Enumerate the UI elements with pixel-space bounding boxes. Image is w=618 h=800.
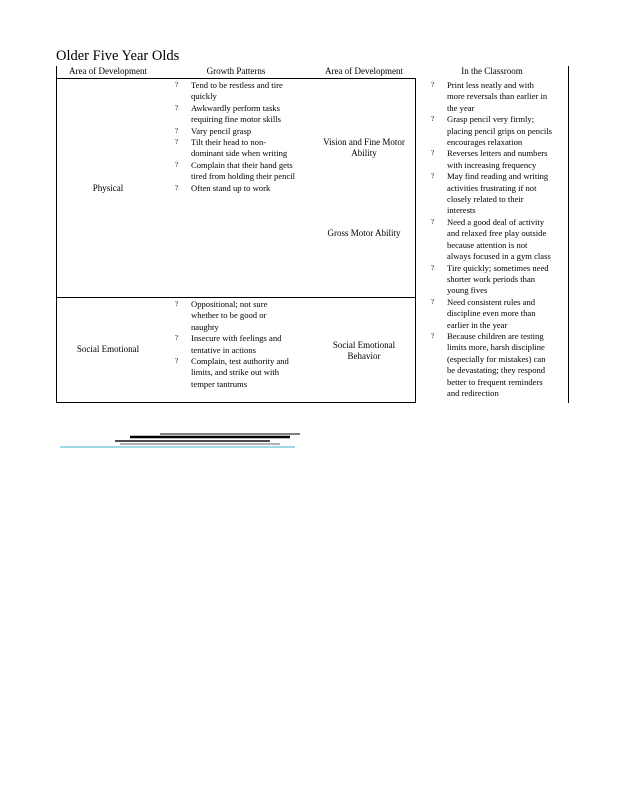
classroom-list: [431, 80, 571, 399]
list-item: [175, 80, 325, 103]
bullet-line: Oppositional; not sure: [191, 299, 268, 309]
bullet-glyph: ?: [175, 183, 179, 192]
bullet-glyph: ?: [175, 357, 179, 366]
area-physical: Physical: [92, 183, 124, 193]
list-item: [431, 114, 571, 148]
list-item: [175, 103, 325, 126]
bullet-line: shorter work periods than: [447, 273, 536, 284]
bullet-line: Vary pencil grasp: [191, 125, 252, 136]
bullet-line: whether to be good or: [191, 310, 267, 321]
bullet-glyph: ?: [431, 172, 435, 181]
bullet-line: Because children are testing: [447, 330, 544, 341]
bullet-glyph: ?: [175, 81, 179, 89]
decorative-stroke-lines: [60, 430, 310, 452]
page-title: Older Five Year Olds: [56, 48, 180, 64]
bullet-line: limits more, harsh discipline: [447, 342, 545, 353]
bullet-line: Need consistent rules and: [447, 296, 536, 307]
bullet-glyph: ?: [175, 300, 179, 308]
bullet-line: naughty: [191, 321, 219, 332]
bullet-glyph: ?: [175, 138, 179, 147]
table-line-left: [56, 66, 57, 403]
bullet-glyph: ?: [175, 334, 179, 343]
header-area-of-development: Area of Development: [69, 66, 147, 76]
bullet-line: Often stand up to work: [191, 182, 271, 193]
bullet-line: Need a good deal of activity: [447, 216, 545, 227]
growth-patterns-physical: [175, 80, 325, 194]
list-item: [431, 263, 571, 297]
bullet-line: closely related to their: [447, 194, 524, 205]
area-vision-fine-motor: [314, 137, 414, 159]
bullet-line: quickly: [191, 91, 217, 102]
bullet-line: activities frustrating if not: [447, 182, 537, 193]
bullet-glyph: ?: [431, 115, 435, 124]
growth-patterns-social: [175, 299, 325, 390]
area-line: Vision and Fine Motor: [323, 137, 405, 147]
list-item: [175, 126, 325, 137]
bullet-line: young fives: [447, 285, 488, 296]
list-item: [431, 331, 571, 399]
area-line: Ability: [351, 148, 377, 158]
bullet-line: May find reading and writing: [447, 171, 549, 182]
bullet-line: better to frequent reminders: [447, 376, 543, 387]
table-line-mid: [56, 297, 415, 298]
bullet-line: Complain that their hand gets: [191, 159, 293, 170]
list-item: [431, 80, 571, 114]
bullet-line: Complain, test authority and: [191, 356, 289, 367]
bullet-line: tentative in actions: [191, 344, 256, 355]
bullet-glyph: ?: [431, 331, 435, 340]
list-item: [175, 333, 325, 356]
bullet-glyph: ?: [175, 160, 179, 169]
header-in-the-classroom: In the Classroom: [461, 66, 523, 76]
bullet-line: more reversals than earlier in: [447, 91, 548, 102]
bullet-line: limits, and strike out with: [191, 367, 280, 378]
bullet-line: (especially for mistakes) can: [447, 353, 546, 364]
bullet-glyph: ?: [431, 217, 435, 226]
header-area-of-development-2: Area of Development: [325, 66, 403, 76]
area-line: Gross Motor Ability: [327, 228, 401, 238]
bullet-line: encourages relaxation: [447, 137, 523, 148]
bullet-glyph: ?: [175, 103, 179, 112]
bullet-line: Insecure with feelings and: [191, 333, 282, 344]
list-item: [431, 148, 571, 171]
bullet-line: requiring fine motor skills: [191, 114, 281, 125]
header-growth-patterns: Growth Patterns: [206, 66, 266, 76]
area-social-emotional-behavior: [314, 340, 414, 362]
bullet-line: Grasp pencil very firmly;: [447, 114, 535, 125]
list-item: [431, 217, 571, 263]
bullet-line: be devastating; they respond: [447, 365, 546, 376]
area-line: Social Emotional: [332, 340, 396, 350]
list-item: [175, 160, 325, 183]
bullet-line: dominant side when writing: [191, 148, 288, 159]
bullet-line: with increasing frequency: [447, 159, 537, 170]
bullet-line: because attention is not: [447, 239, 528, 250]
area-social-emotional: Social Emotional: [76, 344, 140, 354]
list-item: [175, 137, 325, 160]
bullet-line: the year: [447, 102, 475, 113]
table-line-top: [56, 78, 415, 79]
bullet-line: discipline even more than: [447, 308, 536, 319]
list-item: [431, 171, 571, 217]
bullet-line: temper tantrums: [191, 378, 248, 389]
bullet-glyph: ?: [431, 297, 435, 306]
bullet-glyph: ?: [431, 263, 435, 272]
bullet-line: and redirection: [447, 387, 499, 398]
table-line-right: [415, 78, 416, 403]
bullet-line: Tilt their head to non‐: [191, 137, 267, 148]
bullet-line: Print less neatly and with: [447, 80, 534, 90]
list-item: [175, 299, 325, 333]
bullet-line: tired from holding their pencil: [191, 171, 296, 182]
list-item: [175, 356, 325, 390]
bullet-line: Reverses letters and numbers: [447, 148, 548, 159]
table-line-bottom: [56, 402, 415, 403]
bullet-line: Tire quickly; sometimes need: [447, 262, 549, 273]
bullet-line: Awkwardly perform tasks: [191, 102, 280, 113]
bullet-line: placing pencil grips on pencils: [447, 125, 553, 136]
bullet-line: earlier in the year: [447, 319, 508, 330]
list-item: [175, 183, 325, 194]
bullet-glyph: ?: [431, 149, 435, 158]
area-gross-motor: [314, 228, 414, 239]
bullet-glyph: ?: [431, 81, 435, 89]
bullet-line: always focused in a gym class: [447, 251, 551, 262]
bullet-line: interests: [447, 205, 476, 216]
bullet-line: and relaxed free play outside: [447, 228, 547, 239]
bullet-line: Tend to be restless and tire: [191, 80, 283, 90]
area-line: Behavior: [347, 351, 381, 361]
list-item: [431, 297, 571, 331]
bullet-glyph: ?: [175, 126, 179, 135]
